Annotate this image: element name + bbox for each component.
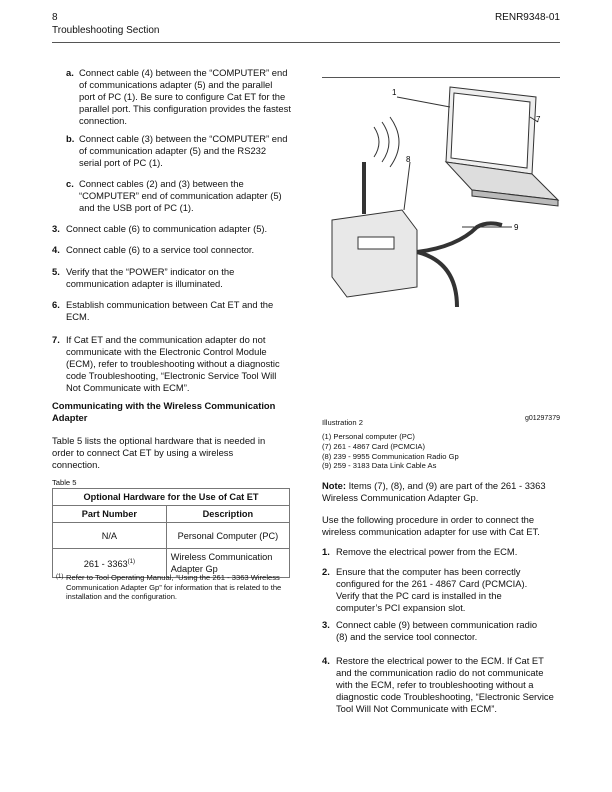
step-label: 6. bbox=[52, 299, 60, 310]
step-text: Verify that the “POWER” indicator on the communication adapter is illuminated. bbox=[66, 266, 235, 289]
illustration-label: Illustration 2 bbox=[322, 418, 363, 427]
footnote-mark: (1) bbox=[56, 574, 64, 580]
table-label: Table 5 bbox=[52, 478, 77, 487]
document-id: RENR9348-01 bbox=[494, 12, 560, 23]
step-label: 7. bbox=[52, 334, 60, 345]
intro-paragraph: Table 5 lists the optional hardware that is needed in order to connect Cat ET by using a wireless connection. bbox=[52, 435, 266, 470]
callout-1: 1 bbox=[392, 88, 397, 97]
description: Personal Computer (PC) bbox=[166, 523, 289, 549]
right-step-1 bbox=[322, 546, 560, 558]
caption: (8) 239 - 9955 Communication Radio Gp bbox=[322, 451, 459, 461]
table-row bbox=[53, 523, 290, 549]
substep-label: a. bbox=[66, 67, 74, 78]
column-header: Part Number bbox=[53, 506, 167, 523]
step-label: 4. bbox=[322, 655, 330, 666]
right-step-4 bbox=[322, 655, 560, 715]
substep-c bbox=[66, 178, 291, 214]
substep-b bbox=[66, 133, 291, 169]
caption: (1) Personal computer (PC) bbox=[322, 432, 415, 441]
step-5 bbox=[52, 266, 280, 290]
substep-label: c. bbox=[66, 178, 74, 189]
step-3 bbox=[52, 223, 292, 235]
step-label: 5. bbox=[52, 266, 60, 277]
section-title: Troubleshooting Section bbox=[52, 25, 160, 36]
substep-text: Connect cables (2) and (3) between the “COMPUTER” end of communication adapter (5) and the USB port of PC (1). bbox=[79, 178, 282, 213]
step-text: Restore the electrical power to the ECM. If Cat ET and the communication radio do not communicate with the ECM, refer to troubleshooting without a diagnostic code Troubleshooting, “Electronic Service Tool Will Not Communicate with ECM”. bbox=[336, 655, 554, 714]
step-label: 4. bbox=[52, 244, 60, 255]
wireless-adapter-illustration bbox=[322, 82, 560, 314]
step-text: Ensure that the computer has been correctly configured for the 261 - 4867 Card (PCMCIA). Verify that the PC card is installed in the computer’s PCI expansion slot. bbox=[336, 566, 528, 613]
header-rule bbox=[52, 42, 560, 43]
step-6 bbox=[52, 299, 292, 323]
illustration-id: g01297379 bbox=[524, 415, 560, 422]
substep-label: b. bbox=[66, 133, 75, 144]
step-7 bbox=[52, 334, 288, 394]
description: Wireless Communication Adapter Gp bbox=[166, 549, 289, 578]
substep-a bbox=[66, 67, 291, 127]
footnote-text: Refer to Tool Operating Manual, “Using the 261 - 3363 Wireless Communication Adapter Gp” for information that is related to the installation and the configuration. bbox=[66, 573, 282, 601]
hardware-table bbox=[52, 488, 290, 578]
callout-line-1 bbox=[397, 97, 450, 107]
step-text: Connect cable (6) to communication adapter (5). bbox=[66, 223, 268, 234]
caption: (9) 259 - 3183 Data Link Cable As bbox=[322, 461, 437, 471]
caption: (7) 261 - 4867 Card (PCMCIA) bbox=[322, 441, 425, 451]
note bbox=[322, 480, 558, 504]
part-number: N/A bbox=[53, 523, 167, 549]
callout-line-8 bbox=[404, 162, 410, 210]
step-text: Establish communication between Cat ET and the ECM. bbox=[66, 299, 274, 322]
step-text: If Cat ET and the communication adapter do not communicate with the Electronic Control Module (ECM), refer to troubleshooting without a diagnostic code Troubleshooting, “Electronic Service Tool Will Not Communicate with ECM”. bbox=[66, 334, 280, 393]
communication-radio bbox=[332, 210, 417, 297]
substep-text: Connect cable (3) between the “COMPUTER” end of communication adapter (5) and the RS232 serial port of PC (1). bbox=[79, 133, 288, 168]
step-4 bbox=[52, 244, 292, 256]
caption-list bbox=[322, 432, 459, 471]
substep-text: Connect cable (4) between the “COMPUTER” end of communications adapter (5) and the parallel port of PC (1). Be sure to configure Cat ET for the parallel port. This configuration provides the fastest connection. bbox=[79, 67, 291, 126]
table-footnote bbox=[56, 573, 292, 602]
page-number: 8 bbox=[52, 12, 58, 23]
step-text: Connect cable (6) to a service tool connector. bbox=[66, 244, 255, 255]
note-label: Note: bbox=[322, 480, 346, 491]
data-link-cable bbox=[417, 223, 502, 252]
callout-9: 9 bbox=[514, 223, 519, 232]
step-label: 3. bbox=[322, 619, 330, 630]
right-step-3 bbox=[322, 619, 550, 643]
section-heading: Communicating with the Wireless Communication Adapter bbox=[52, 400, 276, 423]
column-header: Description bbox=[166, 506, 289, 523]
part-number: 261 - 3363 bbox=[83, 559, 128, 570]
radio-waves bbox=[374, 117, 399, 167]
illustration-rule bbox=[322, 77, 560, 78]
footnote-ref: (1) bbox=[127, 558, 136, 565]
right-step-2 bbox=[322, 566, 548, 614]
step-text: Connect cable (9) between communication radio (8) and the service tool connector. bbox=[336, 619, 538, 642]
step-text: Remove the electrical power from the ECM. bbox=[336, 546, 518, 557]
procedure-paragraph: Use the following procedure in order to connect the wireless communication adapter for use with Cat ET. bbox=[322, 514, 540, 537]
table-title: Optional Hardware for the Use of Cat ET bbox=[53, 489, 290, 506]
step-label: 1. bbox=[322, 546, 330, 557]
note-text: Items (7), (8), and (9) are part of the 261 - 3363 Wireless Communication Adapter Gp. bbox=[322, 480, 546, 503]
step-label: 2. bbox=[322, 566, 330, 577]
callout-7: 7 bbox=[536, 115, 541, 124]
step-label: 3. bbox=[52, 223, 60, 234]
callout-8: 8 bbox=[406, 155, 411, 164]
